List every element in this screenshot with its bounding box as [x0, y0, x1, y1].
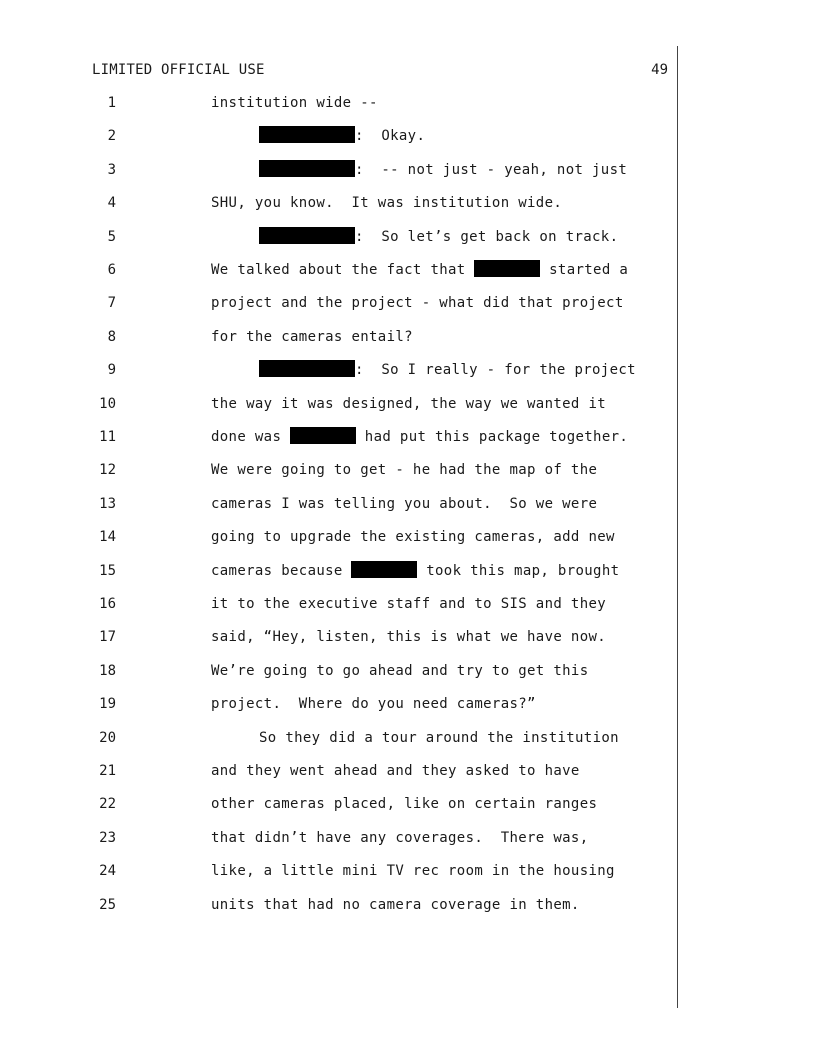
text-segment: cameras I was telling you about. So we were: [211, 495, 598, 512]
line-text: [211, 693, 671, 715]
classification-header: LIMITED OFFICIAL USE: [92, 62, 265, 78]
transcript-line: [0, 192, 816, 214]
line-text: [211, 860, 671, 882]
line-text: [211, 493, 671, 515]
transcript-line: [0, 860, 816, 882]
line-number: 23: [99, 829, 116, 846]
line-number: 7: [107, 295, 116, 312]
line-text: [211, 660, 671, 682]
page-number: 49: [651, 62, 668, 78]
transcript-line: [0, 159, 816, 181]
redaction-box: [290, 427, 356, 444]
line-text: [211, 894, 671, 916]
text-segment: took this map, brought: [417, 562, 620, 579]
text-segment: We’re going to go ahead and try to get this: [211, 662, 589, 679]
line-text: [211, 192, 671, 214]
text-segment: going to upgrade the existing cameras, add new: [211, 529, 615, 546]
line-text: [259, 359, 719, 381]
line-number: 24: [99, 863, 116, 880]
line-text: [211, 526, 671, 548]
line-text: [259, 159, 719, 181]
text-segment: project and the project - what did that project: [211, 295, 624, 312]
text-segment: units that had no camera coverage in them.: [211, 896, 580, 913]
transcript-line: [0, 894, 816, 916]
transcript-line: [0, 693, 816, 715]
line-number: 3: [107, 161, 116, 178]
line-text: [259, 727, 719, 749]
line-number: 12: [99, 462, 116, 479]
line-text: [211, 326, 671, 348]
line-text: [211, 292, 671, 314]
line-number: 6: [107, 262, 116, 278]
transcript-line: [0, 526, 816, 548]
transcript-line: [0, 92, 816, 114]
line-number: 9: [107, 362, 116, 379]
line-number: 20: [99, 729, 116, 746]
transcript-line: [0, 393, 816, 415]
redaction-box: [259, 126, 355, 143]
transcript-line: [0, 827, 816, 849]
line-text: [211, 426, 671, 448]
transcript-line: [0, 727, 816, 749]
redaction-box: [474, 260, 540, 277]
line-number: 15: [99, 562, 116, 579]
line-number: 18: [99, 662, 116, 679]
text-segment: SHU, you know. It was institution wide.: [211, 195, 563, 212]
line-text: [211, 92, 671, 114]
text-segment: other cameras placed, like on certain ranges: [211, 796, 598, 813]
transcript-line: [0, 793, 816, 815]
line-number: 25: [99, 896, 116, 913]
text-segment: started a: [540, 262, 629, 278]
text-segment: the way it was designed, the way we wanted it: [211, 395, 607, 412]
text-segment: : Okay.: [355, 128, 426, 145]
line-number: 10: [99, 395, 116, 412]
line-number: 2: [107, 128, 116, 145]
transcript-line: [0, 660, 816, 682]
line-text: [211, 760, 671, 782]
line-text: [211, 793, 671, 815]
transcript-line: [0, 226, 816, 248]
line-number: 17: [99, 629, 116, 646]
transcript-line: [0, 426, 816, 448]
line-text: [211, 593, 671, 615]
line-text: [259, 226, 719, 248]
text-segment: : So let’s get back on track.: [355, 228, 619, 245]
line-number: 16: [99, 596, 116, 612]
transcript-line: [0, 259, 816, 281]
line-text: [211, 459, 671, 481]
text-segment: cameras because: [211, 562, 352, 579]
text-segment: We were going to get - he had the map of the: [211, 462, 598, 479]
transcript-line: [0, 125, 816, 147]
line-text: [211, 626, 671, 648]
transcript-line: [0, 593, 816, 615]
text-segment: that didn’t have any coverages. There was,: [211, 829, 589, 846]
line-number: 5: [107, 228, 116, 245]
transcript-line: [0, 760, 816, 782]
line-number: 4: [107, 195, 116, 212]
line-text: [211, 827, 671, 849]
line-number: 13: [99, 495, 116, 512]
line-number: 22: [99, 796, 116, 813]
line-number: 14: [99, 529, 116, 546]
transcript-line: [0, 493, 816, 515]
text-segment: : So I really - for the project: [355, 362, 636, 379]
redaction-box: [351, 561, 417, 578]
transcript-line: [0, 326, 816, 348]
line-number: 19: [99, 696, 116, 713]
redaction-box: [259, 360, 355, 377]
line-number: 21: [99, 763, 116, 779]
line-number: 8: [107, 328, 116, 345]
text-segment: done was: [211, 429, 291, 445]
text-segment: institution wide --: [211, 95, 378, 111]
text-segment: and they went ahead and they asked to have: [211, 763, 580, 779]
text-segment: for the cameras entail?: [211, 328, 413, 345]
line-text: [259, 125, 719, 147]
line-text: [211, 560, 671, 582]
text-segment: : -- not just - yeah, not just: [355, 161, 628, 178]
line-text: [211, 393, 671, 415]
text-segment: We talked about the fact that: [211, 262, 475, 278]
transcript-line: [0, 292, 816, 314]
transcript-line: [0, 560, 816, 582]
line-number: 11: [99, 429, 116, 445]
text-segment: project. Where do you need cameras?”: [211, 696, 536, 713]
line-number: 1: [107, 95, 116, 111]
text-segment: it to the executive staff and to SIS and they: [211, 596, 607, 612]
text-segment: had put this package together.: [356, 429, 629, 445]
transcript-line: [0, 359, 816, 381]
transcript-line: [0, 626, 816, 648]
text-segment: said, “Hey, listen, this is what we have now.: [211, 629, 607, 646]
text-segment: like, a little mini TV rec room in the housing: [211, 863, 615, 880]
redaction-box: [259, 160, 355, 177]
text-segment: So they did a tour around the institution: [259, 729, 619, 746]
transcript-line: [0, 459, 816, 481]
redaction-box: [259, 227, 355, 244]
line-text: [211, 259, 671, 281]
